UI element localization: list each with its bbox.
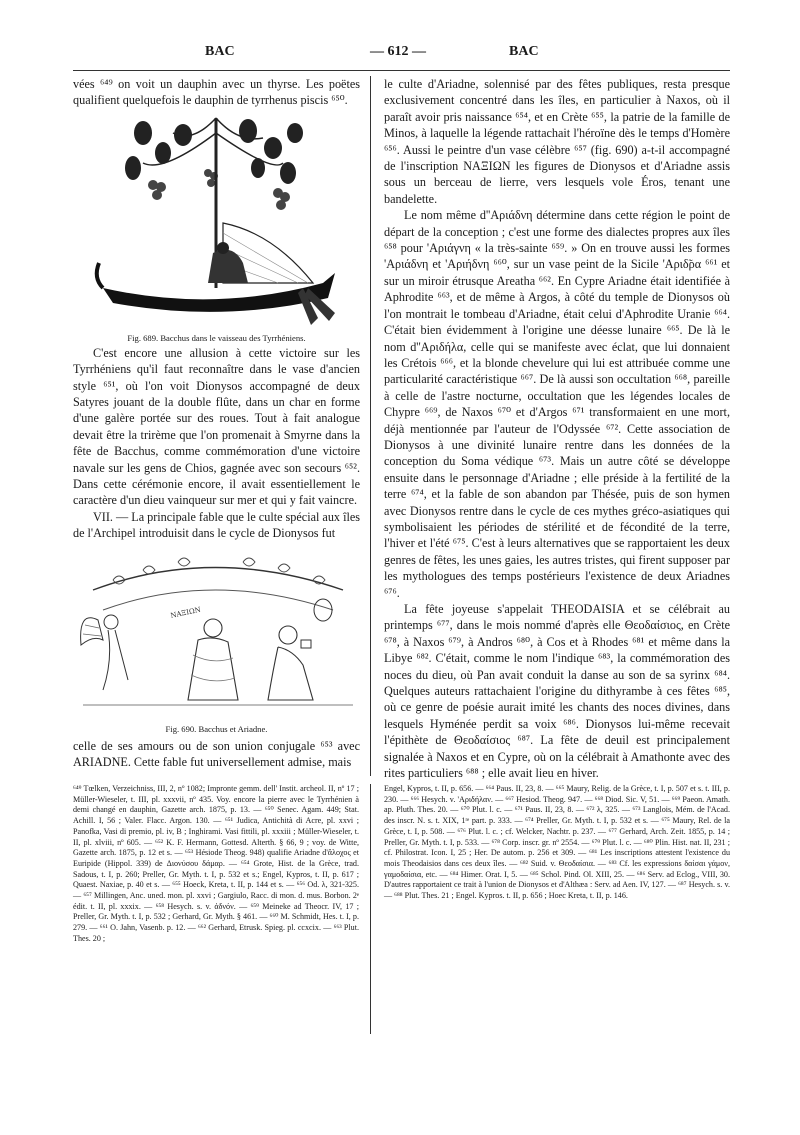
- page-number: — 612 —: [370, 44, 426, 59]
- figure-689: [73, 113, 360, 344]
- vase-painting-illustration: [73, 550, 360, 718]
- header-left: BAC: [205, 44, 235, 59]
- footnotes-right: Engel, Kypros, t. II, p. 656. — ⁶⁶⁴ Paus. II, 23, 8. — ⁶⁶⁵ Maury, Relig. de la Grèce, t. I, p. 507 et s. t. III, p. 230. — ⁶⁶⁶ Hesych. v. 'Αριδήλαν. — ⁶⁶⁷ Hesiod. Theog. 947. — ⁶⁶⁸ Diod. Sic. V, 51. — ⁶⁶⁹ Paeon. Amath. ap. Pluth. Thes. 20. — ⁶⁷⁰ Plut. l. c. — ⁶⁷¹ Paus. II, 23, 8. — ⁶⁷² λ, 325. — ⁶⁷³ Langlois, Mém. de l'Acad. des inscr. N. s. t. XIX, 1ʳᵉ part. p. 333. — ⁶⁷⁴ Preller, Gr. Myth. t. I, p. 532 et s. — ⁶⁷⁵ Maury, Rel. de la Grèce, t. I, p. 508. — ⁶⁷⁶ Plut. l. c. ; cf. Welcker, Nachtr. p. 237. — ⁶⁷⁷ Gerhard, Arch. Zeit. 1855, p. 14 ; Preller, Gr. Myth. t. I, p. 533. — ⁶⁷⁸ Corp. inscr. gr. nº 2554. — ⁶⁷⁹ Plut. l. c. — ⁶⁸⁰ Plin. Hist. nat. II, 231 ; cf. Philostrat. Icon. I, 25 ; Her. De autom. p. 256 et 309. — ⁶⁸¹ Les inscriptions attestent l'existence du mois Theodaisios dans ces deux îles. — ⁶⁸² Suid. v. Θεοδαίσια. — ⁶⁸³ Cf. les expressions δαίσαι γάμον, γαμοδαίσια, etc. — ⁶⁸⁴ Himer. Orat. I, 5. — ⁶⁸⁵ Schol. Pind. Ol. XIII, 25. — ⁶⁸⁶ Serv. ad Eclog., VIII, 30. D'autres rapportaient ce trait à l'union de Dionysos et d'Althæa : Serv. ad Aen. IV, 127. — ⁶⁸⁷ Hesych. s. v. — ⁶⁸⁸ Plut. Thes. 21 ; Engel. Kypros. t. II, p. 656 ; Hoec Kreta, t. II, p. 146.: [384, 784, 730, 901]
- header-right: BAC: [509, 44, 539, 59]
- paragraph: VII. — La principale fable que le culte spécial aux îles de l'Archipel introduisit dans le cycle de Dionysos fut: [73, 509, 360, 541]
- ship-illustration: [73, 113, 360, 327]
- right-column: [384, 76, 730, 781]
- paragraph: celle de ses amours ou de son union conjugale ⁶⁵³ avec ARIADNE. Cette fable fut universellement admise, mais: [73, 738, 360, 770]
- footnotes-left: ⁶⁴⁹ Tœlken, Verzeichniss, III, 2, nº 1082; Impronte gemm. dell' Instit. archeol. II, nº 17 ; Müller-Wieseler, t. III, pl. xxxvii, nº 435. Voy. encore la pierre avec le Tyrrhénien à demi changé en dauphin, Gazette arch. 1875, p. 13. — ⁶⁵⁰ Senec. Agam. 449; Stat. Achill. I, 56 ; Valer. Flacc. Argon. 130. — ⁶⁵¹ Judica, Antichità di Acre, pl. xxvi ; Panofka, Vasi di premio, pl. iv, B ; Inghirami. Vasi fittili, pl. xxxiii ; Müller-Wieseler, t. II, pl. xlviii, nº 605. — ⁶⁵² K. F. Hermann, Gottesd. Alterth. § 66, 9 ; voy. de Witte, Gazette arch. 1875, p. 12 et s. — ⁶⁵³ Hésiode Theog. 948) qualifie Ariadne d'ἄλοχος et Euripide (Hippol. 339) de Διονύσου δάμαρ. — ⁶⁵⁴ Grote, Hist. de la Grèce, trad. Sadous, t. I, p. 260; Preller, Gr. Myth. t. I, p. 532 et s.; Engel, Kypros, t. II, p. 617 ; Quaest. Naxiae, p. 40 et s. — ⁶⁵⁵ Hoeck, Kreta, t. II, p. 144 et s. — ⁶⁵⁶ Od. λ, 321-325. — ⁶⁵⁷ Millingen, Anc. uned. mon. pl. xxvi ; Gargiulo, Racc. di mon. d. mus. Borbon. 2ᵉ édit. t. II, pl. xxxix. — ⁶⁵⁸ Hesych. s. v. ἀδνόν. — ⁶⁵⁹ Meineke ad Theocr. IV, 17 ; Preller, Gr. Myth. t. I, p. 532 ; Gerhard, Gr. Myth. § 461. — ⁶⁶⁰ M. Schmidt, Hes. t. I, p. 279. — ⁶⁶¹ O. Jahn, Vasenb. p. 12. — ⁶⁶² Gerhard, Etrusk. Spieg. pl. ccxcix. — ⁶⁶³ Plut. Thes. 20 ;: [73, 784, 359, 943]
- paragraph: La fête joyeuse s'appelait THEODAISIA et se célébrait au printemps ⁶⁷⁷, dans le mois nommé d'après elle Θεοδαίσιος, en Crète ⁶⁷⁸, à Naxos ⁶⁷⁹, à Andros ⁶⁸⁰, à Cos et à Rhodes ⁶⁸¹ et même dans la Libye ⁶⁸². C'était, comme le nom l'indique ⁶⁸³, la commémoration des noces du dieu, où Pan avait conduit la danse au son de sa syrinx ⁶⁸⁴. Quelques auteurs rattachaient l'origine du dithyrambe à ces fêtes ⁶⁸⁵, où ce genre de poésie aurait imité les chants des noces divines, dans lesquels Hyménée perdit sa voix ⁶⁸⁶. Dionysos lui-même recevait l'épithète de Θεοδαίσιος ⁶⁸⁷. La fête de deuil est principalement signalée à Naxos et en Cypre, où on la célébrait à Amathonte avec des rites particuliers ⁶⁸⁸ ; elle avait lieu en hiver.: [384, 602, 730, 781]
- figure-690: [73, 550, 360, 735]
- paragraph: le culte d'Ariadne, solennisé par des fêtes publiques, resta presque exclusivement concentré dans les îles, en particulier à Naxos, où il paraît avoir pris naissance ⁶⁵⁴, et en Crète ⁶⁵⁵, la patrie de la famille de Minos, à laquelle la légende rattachait l'héroïne dès le temps d'Homère ⁶⁵⁶. Aussi le peintre d'un vase célèbre ⁶⁵⁷ (fig. 690) a-t-il accompagné de l'inscription ΝΑΞΙΩΝ les figures de Dionysos et d'Ariadne assis sous un berceau de lierre, vers lesquels vole Éros, tenant une bandelette.: [384, 77, 730, 206]
- figure-caption: Fig. 690. Bacchus et Ariadne.: [165, 724, 268, 735]
- paragraph: Le nom même d''Αριάδνη détermine dans cette région le point de départ de la conception ; c'est une forme des dialectes propres aux îles ⁶⁵⁸ pour 'Αριάγνη « la très-sainte ⁶⁵⁹. » On en trouve aussi les formes 'Αριάδνη et 'Αριήδνη ⁶⁶⁰, sur un vase peint de la Sicile 'Αριδ̃ρα ⁶⁶¹ et sur un miroir étrusque Areatha ⁶⁶². En Cypre Ariadne était identifiée à Aphrodite ⁶⁶³, et de même à Argos, à côté du temple de Dionysos où l'on montrait le tombeau d'Ariadne, était celui d'Aphrodite Uranie ⁶⁶⁴. C'était bien évidemment à l'origine une déesse lunaire ⁶⁶⁵. De là le nom d''Αριδήλα, celle qui se manifeste avec éclat, que lui donnaient les Crétois ⁶⁶⁶, et la blonde chevelure qui lui est attribuée comme une particularité caractéristique ⁶⁶⁷. De là aussi son occultation ⁶⁶⁸, pareille à celle de l'astre nocturne, occultation que les légendes locales de Chypre ⁶⁶⁹, de Naxos ⁶⁷⁰ et d'Argos ⁶⁷¹ transformaient en une mort, déjà mentionnée par l'auteur de l'Odyssée ⁶⁷². Cette association de Dionysos à une divinité lunaire rentre dans les données de la conception du Soma védique ⁶⁷³. Mais un autre côté se développe ensuite dans le personnage d'Ariadne ; elle préside à la fertilité de la terre ⁶⁷⁴, et la fable de son abandon par Thésée, puis de son hymen avec Dionysos rentre dans le cycle de ces mythes gréco-asiatiques qui symbolisaient les périodes de stérilité et de fécondité de la terre, l'hiver et l'été ⁶⁷⁵. C'est à leurs alternatives que se rapportaient les deux genres de fêtes, les unes gaies, les autres tristes, qui firent supposer par les mythologues des temps postérieurs l'existence de deux Ariadnes ⁶⁷⁶.: [384, 208, 730, 600]
- svg-text:ΝΑΞΙΩΝ: ΝΑΞΙΩΝ: [169, 605, 202, 620]
- paragraph: C'est encore une allusion à cette victoire sur les Tyrrhéniens qu'il faut reconnaître dans le vase d'ancien style ⁶⁵¹, où l'on voit Dionysos accompagné de deux Satyres jouant de la double flûte, dans un char en forme d'une galère portée sur des roues. Tout à fait analogue devait être la trirème que l'on promenait à Smyrne dans la fête de Bacchus, comme commémoration d'une victoire navale sur les gens de Chios, gagnée avec son secours ⁶⁵². Dans cette cérémonie encore, il avait essentiellement le caractère d'un dieu vainqueur sur mer et qui y fait vaincre.: [73, 345, 360, 508]
- column-divider: [370, 76, 371, 776]
- header-rule: [73, 70, 730, 71]
- paragraph: vées ⁶⁴⁹ on voit un dauphin avec un thyrse. Les poëtes qualifient quelquefois le dauphin de tyrrhenus piscis ⁶⁵⁰.: [73, 77, 360, 108]
- left-column: [73, 76, 360, 771]
- figure-caption: Fig. 689. Bacchus dans le vaisseau des Tyrrhéniens.: [127, 333, 306, 344]
- notes-divider: [370, 784, 371, 1034]
- page-header: [0, 44, 800, 66]
